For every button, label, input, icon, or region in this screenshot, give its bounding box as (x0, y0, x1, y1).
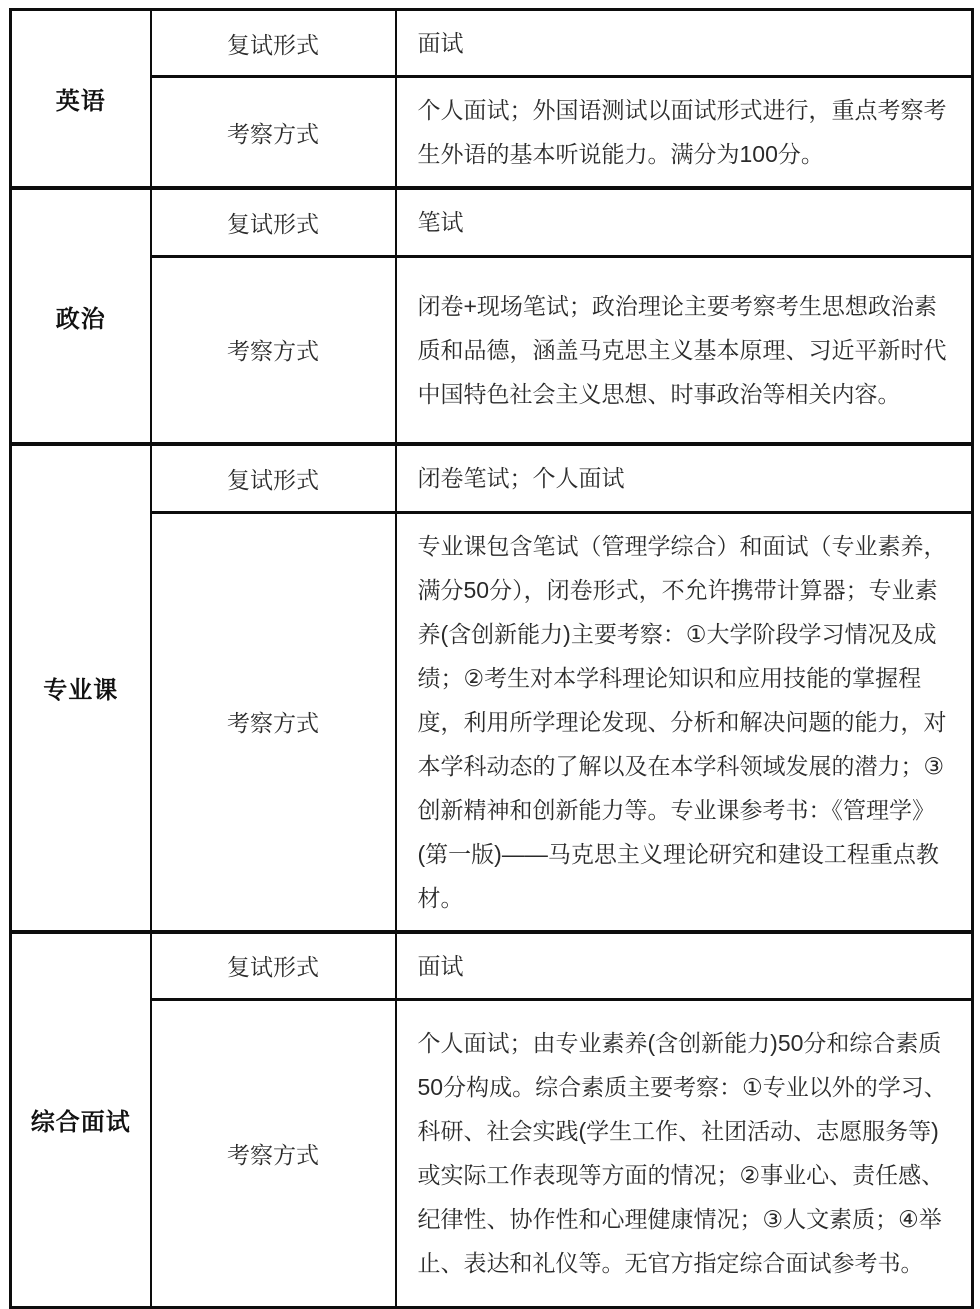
table-row (11, 999, 973, 1307)
retest-subjects-table (9, 8, 974, 1309)
form-label-cell: 复试形式 (151, 932, 396, 1000)
form-label-cell: 复试形式 (151, 188, 396, 256)
method-label-cell: 考察方式 (151, 256, 396, 444)
table-row (11, 188, 973, 256)
form-value-cell: 笔试 (396, 188, 973, 256)
form-value-cell: 闭卷笔试；个人面试 (396, 444, 973, 512)
method-label-cell: 考察方式 (151, 512, 396, 932)
method-label-cell: 考察方式 (151, 77, 396, 189)
table-row (11, 256, 973, 444)
method-value-cell: 专业课包含笔试（管理学综合）和面试（专业素养，满分50分），闭卷形式，不允许携带计算器；专业素养(含创新能力)主要考察：①大学阶段学习情况及成绩；②考生对本学科理论知识和应用技能的掌握程度，利用所学理论发现、分析和解决问题的能力，对本学科动态的了解以及在本学科领域发展的潜力；③创新精神和创新能力等。专业课参考书：《管理学》(第一版)——马克思主义理论研究和建设工程重点教材。 (396, 512, 973, 932)
form-label-cell: 复试形式 (151, 444, 396, 512)
table-row (11, 512, 973, 932)
form-value-cell: 面试 (396, 10, 973, 77)
form-label-cell: 复试形式 (151, 10, 396, 77)
subject-cell-english: 英语 (11, 10, 151, 189)
subject-cell-major-course: 专业课 (11, 444, 151, 932)
method-label-cell: 考察方式 (151, 999, 396, 1307)
subject-cell-politics: 政治 (11, 188, 151, 444)
method-value-cell: 个人面试；由专业素养(含创新能力)50分和综合素质50分构成。综合素质主要考察：①专业以外的学习、科研、社会实践(学生工作、社团活动、志愿服务等)或实际工作表现等方面的情况；②事业心、责任感、纪律性、协作性和心理健康情况；③人文素质；④举止、表达和礼仪等。无官方指定综合面试参考书。 (396, 999, 973, 1307)
table-row (11, 10, 973, 77)
table-row (11, 77, 973, 189)
subject-cell-comprehensive-interview: 综合面试 (11, 932, 151, 1308)
table-row (11, 444, 973, 512)
method-value-cell: 个人面试；外国语测试以面试形式进行，重点考察考生外语的基本听说能力。满分为100分。 (396, 77, 973, 189)
form-value-cell: 面试 (396, 932, 973, 1000)
method-value-cell: 闭卷+现场笔试；政治理论主要考察考生思想政治素质和品德，涵盖马克思主义基本原理、习近平新时代中国特色社会主义思想、时事政治等相关内容。 (396, 256, 973, 444)
table-row (11, 932, 973, 1000)
